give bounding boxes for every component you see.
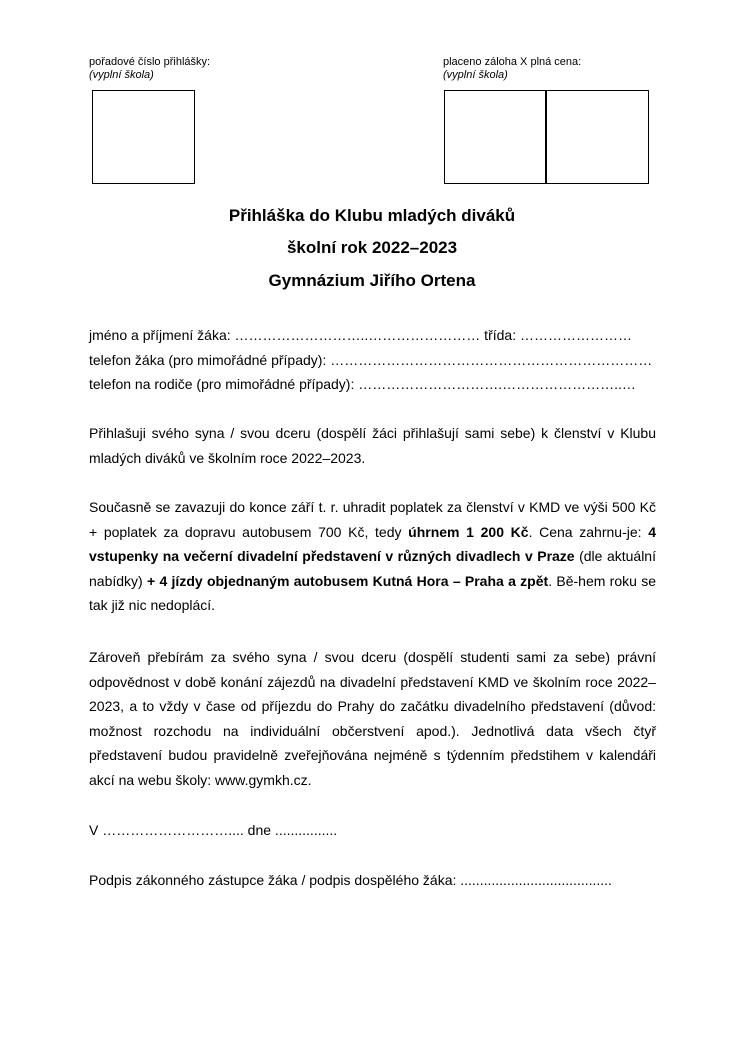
school-name: Gymnázium Jiřího Ortena: [268, 271, 476, 290]
parent-phone-field[interactable]: telefon na rodiče (pro mimořádné případy): ………………………….……………………..…: [89, 376, 636, 392]
payment-label: placeno záloha X plná cena:: [443, 56, 582, 68]
fee-paragraph: [89, 495, 656, 618]
school-year: školní rok 2022–2023: [286, 238, 458, 257]
enrollment-paragraph: Přihlašuji svého syna / svou dceru (dospělí žáci přihlašují sami sebe) k členství v Klubu mladých diváků ve školním roce 2022–2023.: [89, 425, 656, 466]
payment-note: (vyplní škola): [443, 69, 508, 81]
deposit-box[interactable]: [444, 90, 547, 184]
responsibility-paragraph: Zároveň přebírám za svého syna / svou dceru (dospělí studenti sami za sebe) právní odpovědnost v době konání zájezdů na divadelní představení KMD ve školním roce 2022–2023, a to vždy v čase od příjezdu do Prahy do začátku divadelního představení (důvod: možnost rozchodu na individuální občerstvení apod.). Jednotlivá data všech čtyř představení budou pravidelně zveřejňována nejméně s týdenním předstihem v kalendáři akcí na webu školy: www.gymkh.cz.: [89, 649, 656, 788]
fee-text-4: . Bě-hem roku se tak již nic nedoplácí.: [89, 572, 656, 613]
fee-total: úhrnem 1 200 Kč: [408, 523, 529, 540]
student-phone-field[interactable]: telefon žáka (pro mimořádné případy): ……………………………………………………………: [89, 352, 653, 368]
place-date-field[interactable]: V ……………………….... dne ................: [89, 822, 338, 838]
student-name-field[interactable]: jméno a příjmení žáka: ………………………..…………………… třída: ……………………: [89, 327, 632, 343]
fee-bus-trips: + 4 jízdy objednaným autobusem Kutná Hora – Praha a zpět: [147, 572, 549, 589]
full-price-box[interactable]: [545, 90, 649, 184]
order-number-box[interactable]: [92, 90, 195, 184]
fee-text-2: . Cena zahrnu-je:: [528, 523, 649, 540]
fee-tickets: 4 vstupenky na večerní divadelní představení v různých divadlech v Praze: [89, 523, 656, 564]
order-number-label: pořadové číslo přihlášky:: [89, 56, 211, 68]
order-number-note: (vyplní škola): [89, 69, 154, 81]
fee-text-3: (dle aktuální nabídky): [89, 548, 656, 589]
fee-text-1: Současně se zavazuji do konce září t. r. uhradit poplatek za členství v KMD ve výši 500 Kč + poplatek za dopravu autobusem 700 Kč, tedy: [89, 499, 656, 540]
form-title: Přihláška do Klubu mladých diváků: [228, 206, 516, 225]
signature-field[interactable]: Podpis zákonného zástupce žáka / podpis dospělého žáka: .......................................: [89, 872, 612, 888]
